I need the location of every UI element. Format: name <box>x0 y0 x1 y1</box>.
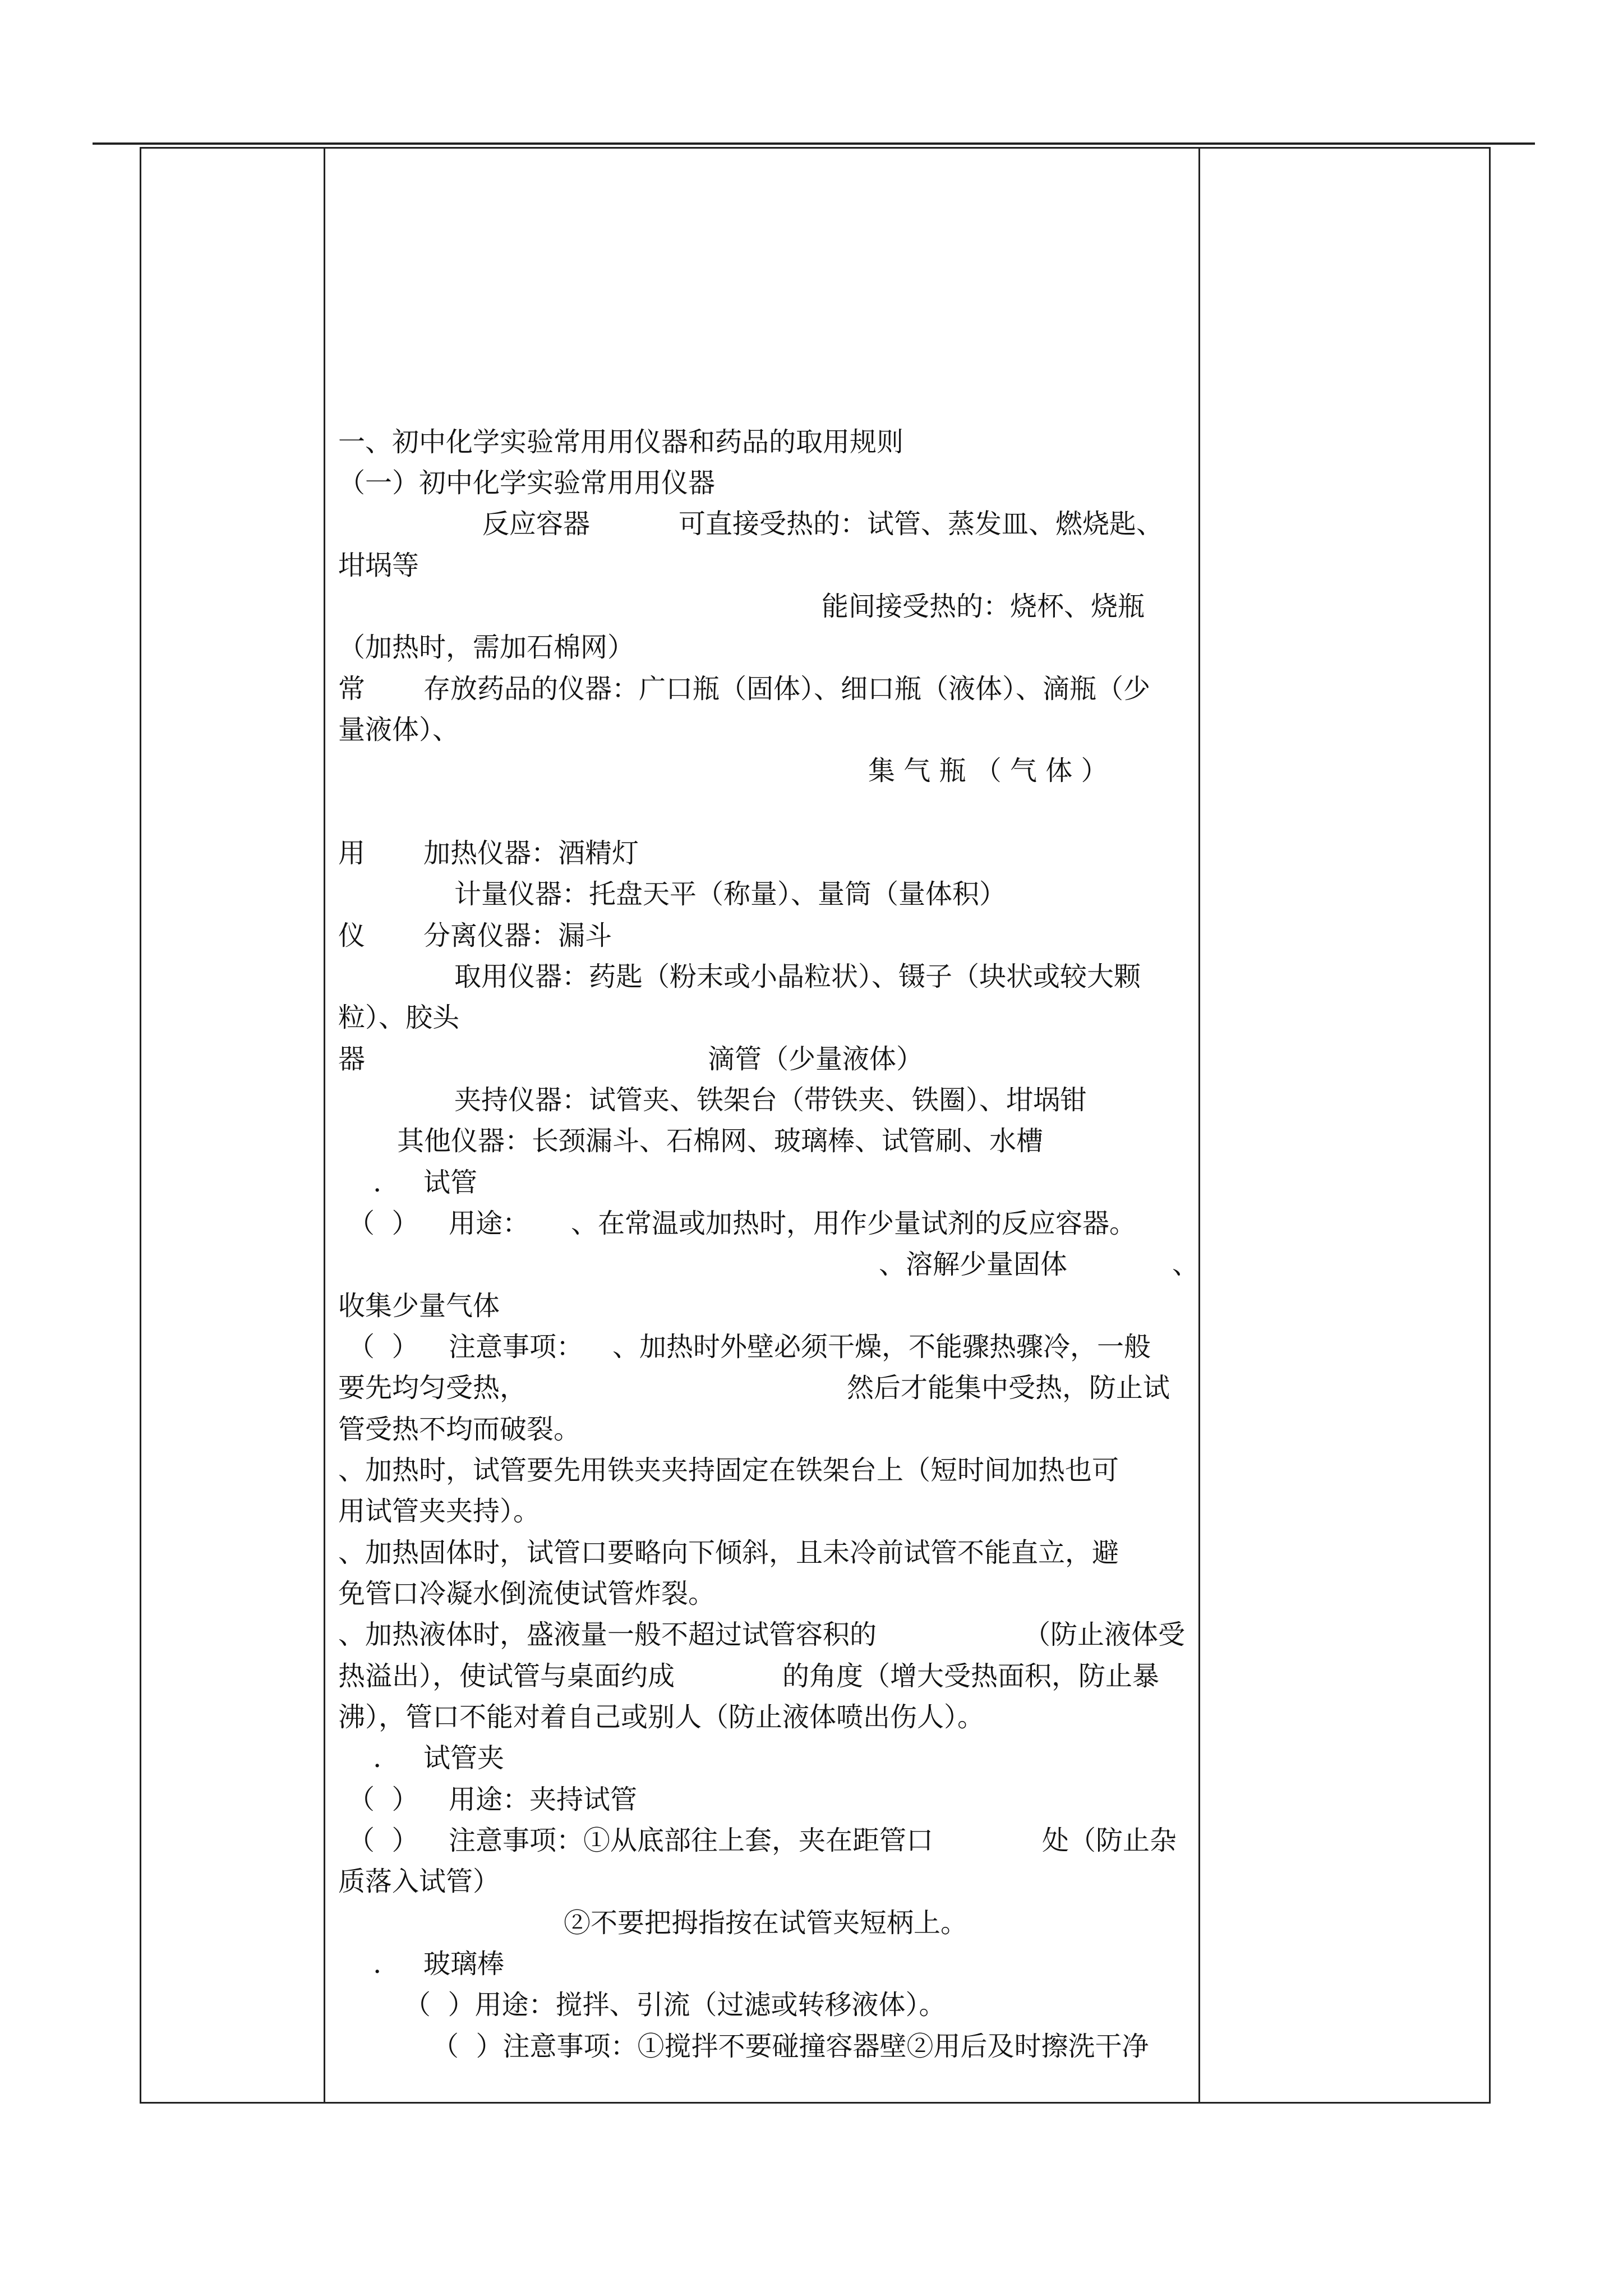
text-line: 收集少量气体 <box>338 1290 500 1322</box>
text-line: 滴管（少量液体） <box>708 1043 924 1075</box>
text-line: 处（防止杂 <box>1042 1825 1177 1856</box>
text-line: 沸），管口不能对着自己或别人（防止液体喷出伤人）。 <box>338 1701 985 1733</box>
text-line: 然后才能集中受热，防止试 <box>847 1372 1170 1404</box>
paren-marker: （ ） <box>348 1825 419 1856</box>
text-line: 注意事项： <box>449 1331 584 1363</box>
text-line: 加热仪器：酒精灯 <box>423 838 639 869</box>
paren-marker: （ ） <box>348 1331 419 1363</box>
text-line: （ ）用途：搅拌、引流（过滤或转移液体）。 <box>404 1989 946 2021</box>
text-line: 量液体）、 <box>338 714 460 746</box>
item-dot: . <box>373 1948 382 1980</box>
text-line: 用途： <box>449 1208 530 1239</box>
text-line: 、在常温或加热时，用作少量试剂的反应容器。 <box>571 1208 1137 1239</box>
text-line: 反应容器 <box>482 508 591 540</box>
item-heading: 玻璃棒 <box>423 1948 505 1980</box>
table-border-bottom <box>140 2102 1491 2104</box>
text-line: 、 <box>1172 1249 1200 1280</box>
table-border-top <box>140 147 1491 149</box>
text-line: 、加热时外壁必须干燥，不能骤热骤冷，一般 <box>612 1331 1151 1363</box>
bracket-label-char: 常 <box>338 673 366 705</box>
text-line: 能间接受热的：烧杯、烧瓶 <box>822 591 1145 622</box>
text-line: 、加热固体时，试管口要略向下倾斜，且未冷前试管不能直立，避 <box>338 1537 1119 1568</box>
section-heading: 一、初中化学实验常用用仪器和药品的取用规则 <box>338 426 904 458</box>
text-line: 其他仪器：长颈漏斗、石棉网、玻璃棒、试管刷、水槽 <box>397 1125 1044 1157</box>
text-line: 的角度（增大受热面积，防止暴 <box>782 1660 1160 1692</box>
text-line: 质落入试管） <box>338 1866 500 1897</box>
text-line: （加热时，需加石棉网） <box>338 632 635 663</box>
text-line: 要先均匀受热， <box>338 1372 527 1404</box>
table-border-right <box>1489 147 1491 2104</box>
text-line: 免管口冷凝水倒流使试管炸裂。 <box>338 1578 716 1609</box>
text-line: ②不要把拇指按在试管夹短柄上。 <box>564 1907 968 1939</box>
item-dot: . <box>373 1742 382 1774</box>
paren-marker: （ ） <box>348 1208 419 1239</box>
text-line: 粒）、胶头 <box>338 1002 460 1033</box>
header-rule <box>93 142 1535 145</box>
subsection-heading: （一）初中化学实验常用用仪器 <box>338 467 716 499</box>
text-line: 热溢出），使试管与桌面约成 <box>338 1660 675 1692</box>
text-line: 管受热不均而破裂。 <box>338 1414 581 1445</box>
bracket-label-char: 仪 <box>338 920 366 951</box>
item-heading: 试管夹 <box>423 1742 505 1774</box>
text-line: 、加热时，试管要先用铁夹夹持固定在铁架台上（短时间加热也可 <box>338 1455 1119 1486</box>
text-line: 、溶解少量固体 <box>879 1249 1068 1280</box>
text-line: 坩埚等 <box>338 550 419 581</box>
text-line: 、加热液体时，盛液量一般不超过试管容积的 <box>338 1619 877 1650</box>
table-border-left <box>140 147 141 2104</box>
text-line: 夹持仪器：试管夹、铁架台（带铁夹、铁圈）、坩埚钳 <box>454 1084 1087 1116</box>
item-heading: 试管 <box>423 1167 478 1198</box>
text-line: 用途：夹持试管 <box>449 1784 638 1815</box>
text-line: 注意事项：①从底部往上套，夹在距管口 <box>449 1825 934 1856</box>
table-divider-2 <box>1198 147 1200 2104</box>
table-divider-1 <box>324 147 325 2104</box>
bracket-label-char: 用 <box>338 838 366 869</box>
paren-marker: （ ） <box>348 1784 419 1815</box>
text-line: 存放药品的仪器：广口瓶（固体）、细口瓶（液体）、滴瓶（少 <box>423 673 1151 705</box>
text-line: （防止液体受 <box>1023 1619 1186 1650</box>
item-dot: . <box>373 1167 382 1198</box>
text-line: 可直接受热的：试管、蒸发皿、燃烧匙、 <box>679 508 1164 540</box>
text-line: 集 气 瓶 （ 气 体 ） <box>868 755 1108 786</box>
text-line: 分离仪器：漏斗 <box>423 920 612 951</box>
text-line: 计量仪器：托盘天平（称量）、量筒（量体积） <box>454 878 1007 910</box>
text-line: 用试管夹夹持）。 <box>338 1496 541 1527</box>
bracket-label-char: 器 <box>338 1043 366 1075</box>
text-line: （ ）注意事项：①搅拌不要碰撞容器壁②用后及时擦洗干净 <box>432 2031 1149 2062</box>
text-line: 取用仪器：药匙（粉末或小晶粒状）、镊子（块状或较大颗 <box>454 961 1141 992</box>
